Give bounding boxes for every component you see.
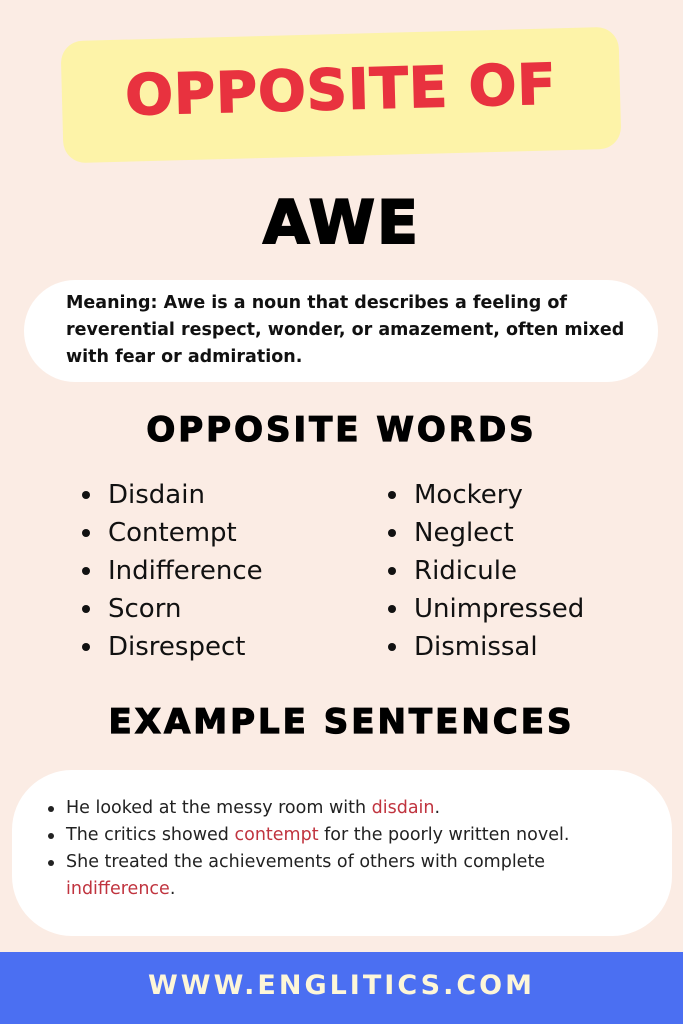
example-sentences-heading: EXAMPLE SENTENCES bbox=[108, 702, 575, 742]
list-item: Scorn bbox=[80, 590, 263, 628]
sentence-text: . bbox=[434, 798, 441, 818]
opposites-list-left bbox=[80, 476, 263, 666]
list-item: Dismissal bbox=[386, 628, 584, 666]
sentence-text: for the poorly written novel. bbox=[318, 825, 570, 845]
list-item: Contempt bbox=[80, 514, 263, 552]
headword: AWE bbox=[263, 188, 420, 258]
list-item: Disdain bbox=[80, 476, 263, 514]
list-item: Ridicule bbox=[386, 552, 584, 590]
sentence-text: He looked at the messy room with bbox=[66, 798, 372, 818]
page-title: OPPOSITE OF bbox=[124, 52, 558, 129]
sentence-text: . bbox=[169, 879, 176, 899]
example-sentence bbox=[46, 849, 636, 903]
list-item: Neglect bbox=[386, 514, 584, 552]
footer-website: WWW.ENGLITICS.COM bbox=[148, 970, 535, 1001]
sentence-text: The critics showed bbox=[66, 825, 235, 845]
meaning-text: Meaning: Awe is a noun that describes a feeling of reverential respect, wonder, or amazement, often mixed with fear or admiration. bbox=[66, 293, 625, 367]
sentence-text: She treated the achievements of others with complete bbox=[66, 852, 546, 872]
list-item: Disrespect bbox=[80, 628, 263, 666]
highlighted-word: disdain bbox=[371, 798, 435, 818]
list-item: Mockery bbox=[386, 476, 584, 514]
example-sentence bbox=[46, 822, 636, 849]
opposite-words-heading: OPPOSITE WORDS bbox=[146, 410, 537, 450]
highlighted-word: contempt bbox=[234, 825, 319, 845]
examples-list bbox=[46, 795, 636, 903]
list-item: Indifference bbox=[80, 552, 263, 590]
list-item: Unimpressed bbox=[386, 590, 584, 628]
highlighted-word: indifference bbox=[66, 879, 170, 899]
opposites-list-right bbox=[386, 476, 584, 666]
example-sentence bbox=[46, 795, 636, 822]
